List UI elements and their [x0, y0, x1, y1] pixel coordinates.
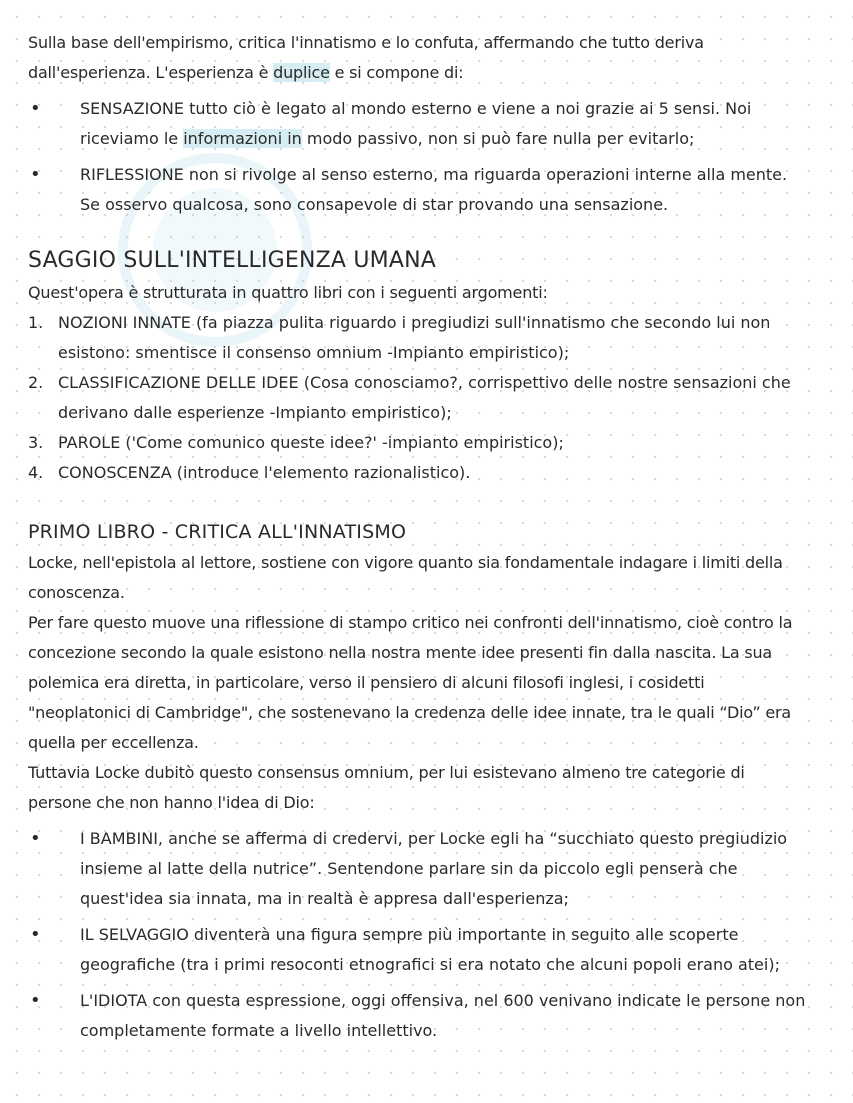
highlight: informazioni in — [183, 129, 302, 148]
primo-paragraph-3: Tuttavia Locke dubitò questo consensus omnium, per lui esistevano almeno tre categorie di persone che non hanno l'idea di Dio: — [28, 763, 745, 812]
list-item: • I BAMBINI, anche se afferma di credervi, per Locke egli ha “succhiato questo pregiudizio insieme al latte della nutrice”. Sentendone parlare sin da piccolo egli penserà che quest'idea sia innata, ma in realtà è appresa dall'esperienza; — [28, 824, 808, 914]
list-item: 2. CLASSIFICAZIONE DELLE IDEE (Cosa conosciamo?, corrispettivo delle nostre sensazioni che derivano dalle esperienze -Impianto empiristico); — [28, 373, 791, 422]
highlight: duplice — [273, 63, 330, 82]
saggio-intro: Quest'opera è strutturata in quattro libri con i seguenti argomenti: — [28, 283, 548, 302]
section-heading-primo-libro: PRIMO LIBRO - CRITICA ALL'INNATISMO — [28, 521, 407, 543]
primo-bullet-list — [28, 824, 808, 1046]
list-item: • RIFLESSIONE non si rivolge al senso esterno, ma riguarda operazioni interne alla mente. Se osservo qualcosa, sono consapevole di star provando una sensazione. — [28, 160, 808, 220]
primo-paragraph-1: Locke, nell'epistola al lettore, sostiene con vigore quanto sia fondamentale indagare i limiti della conoscenza. — [28, 553, 783, 602]
section-heading-saggio: SAGGIO SULL'INTELLIGENZA UMANA — [28, 248, 437, 273]
list-item: • L'IDIOTA con questa espressione, oggi offensiva, nel 600 venivano indicate le persone non completamente formate a livello intellettivo. — [28, 986, 808, 1046]
list-item: • IL SELVAGGIO diventerà una figura sempre più importante in seguito alle scoperte geografiche (tra i primi resoconti etnografici si era notato che alcuni popoli erano atei); — [28, 920, 808, 980]
saggio-numbered-list — [28, 308, 808, 488]
document-page — [28, 28, 808, 1052]
list-item: • SENSAZIONE tutto ciò è legato al mondo esterno e viene a noi grazie ai 5 sensi. Noi riceviamo le informazioni in modo passivo, non si può fare nulla per evitarlo; — [28, 94, 808, 154]
primo-paragraph-2: Per fare questo muove una riflessione di stampo critico nei confronti dell'innatismo, cioè contro la concezione secondo la quale esistono nella nostra mente idee presenti fin dalla nascita. La sua polemica era diretta, in particolare, verso il pensiero di alcuni filosofi inglesi, i cosidetti "neoplatonici di Cambridge", che sostenevano la credenza delle idee innate, tra le quali “Dio” era quella per eccellenza. — [28, 613, 793, 752]
list-item: 4. CONOSCENZA (introduce l'elemento razionalistico). — [28, 463, 471, 482]
intro-paragraph: Sulla base dell'empirismo, critica l'innatismo e lo confuta, affermando che tutto deriva dall'esperienza. L'esperienza è duplice e si compone di: — [28, 33, 704, 82]
list-item: 1. NOZIONI INNATE (fa piazza pulita riguardo i pregiudizi sull'innatismo che secondo lui non esistono: smentisce il consenso omnium -Impianto empiristico); — [28, 313, 771, 362]
list-item: 3. PAROLE ('Come comunico queste idee?' -impianto empiristico); — [28, 433, 564, 452]
intro-bullet-list — [28, 94, 808, 220]
